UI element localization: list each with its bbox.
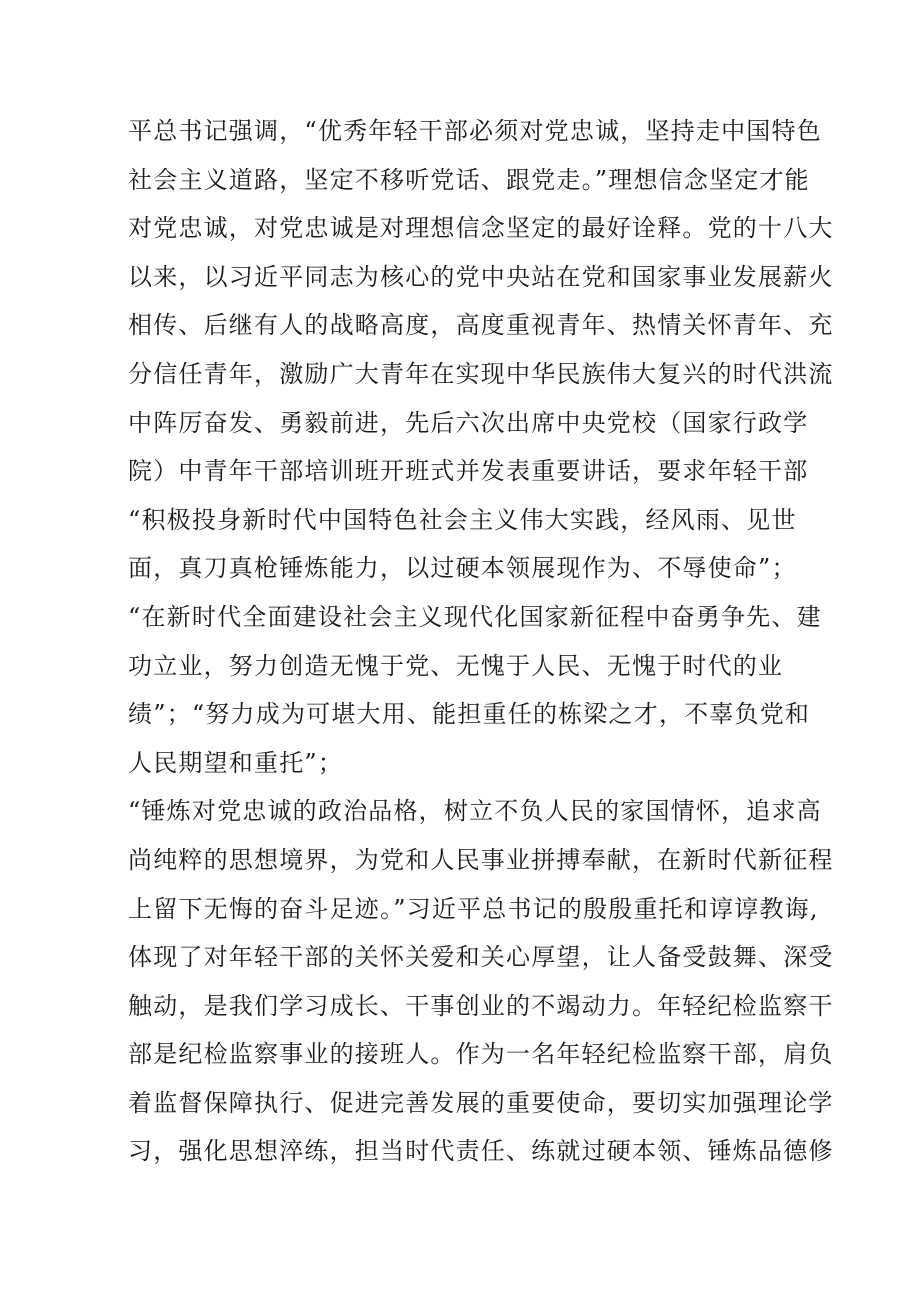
text-line-17: 上留下无悔的奋斗足迹。”习近平总书记的殷殷重托和谆谆教诲, xyxy=(128,894,819,923)
text-line-11: “在新时代全面建设社会主义现代化国家新征程中奋勇争先、建 xyxy=(128,602,822,631)
text-line-3: 对党忠诚，对党忠诚是对理想信念坚定的最好诠释。党的十八大 xyxy=(128,214,834,243)
text-line-16: 尚纯粹的思想境界，为党和人民事业拼搏奉献，在新时代新征程 xyxy=(128,845,834,874)
text-line-1: 平总书记强调，“优秀年轻干部必须对党忠诚，坚持走中国特色 xyxy=(128,117,822,145)
text-line-13: 绩”；“努力成为可堪大用、能担重任的栋梁之才，不辜负党和 xyxy=(128,700,811,729)
text-line-8: 院）中青年干部培训班开班式并发表重要讲话，要求年轻干部 xyxy=(128,457,809,486)
text-line-22: 习，强化思想淬练，担当时代责任、练就过硬本领、锤炼品德修 xyxy=(128,1137,834,1166)
text-line-4: 以来，以习近平同志为核心的党中央站在党和国家事业发展薪火 xyxy=(128,262,834,291)
text-line-20: 部是纪检监察事业的接班人。作为一名年轻纪检监察干部，肩负 xyxy=(128,1040,834,1069)
text-line-21: 着监督保障执行、促进完善发展的重要使命，要切实加强理论学 xyxy=(128,1088,834,1117)
text-line-2: 社会主义道路，坚定不移听党话、跟党走。”理想信念坚定才能 xyxy=(128,165,810,194)
text-line-9: “积极投身新时代中国特色社会主义伟大实践，经风雨、见世 xyxy=(128,505,797,534)
text-line-15: “锤炼对党忠诚的政治品格，树立不负人民的家国情怀，追求高 xyxy=(128,797,822,826)
text-line-19: 触动，是我们学习成长、干事创业的不竭动力。年轻纪检监察干 xyxy=(128,991,834,1020)
text-line-14: 人民期望和重托”； xyxy=(128,748,344,777)
text-line-6: 分信任青年，激励广大青年在实现中华民族伟大复兴的时代洪流 xyxy=(128,359,834,388)
text-line-18: 体现了对年轻干部的关怀关爱和关心厚望，让人备受鼓舞、深受 xyxy=(128,943,834,972)
text-line-10: 面，真刀真枪锤炼能力，以过硬本领展现作为、不辱使命”； xyxy=(128,554,797,583)
body-text xyxy=(128,107,834,1176)
text-line-7: 中阵厉奋发、勇毅前进，先后六次出席中央党校（国家行政学 xyxy=(128,408,809,437)
text-line-5: 相传、后继有人的战略高度，高度重视青年、热情关怀青年、充 xyxy=(128,311,834,340)
text-line-12: 功立业，努力创造无愧于党、无愧于人民、无愧于时代的业 xyxy=(128,651,784,680)
